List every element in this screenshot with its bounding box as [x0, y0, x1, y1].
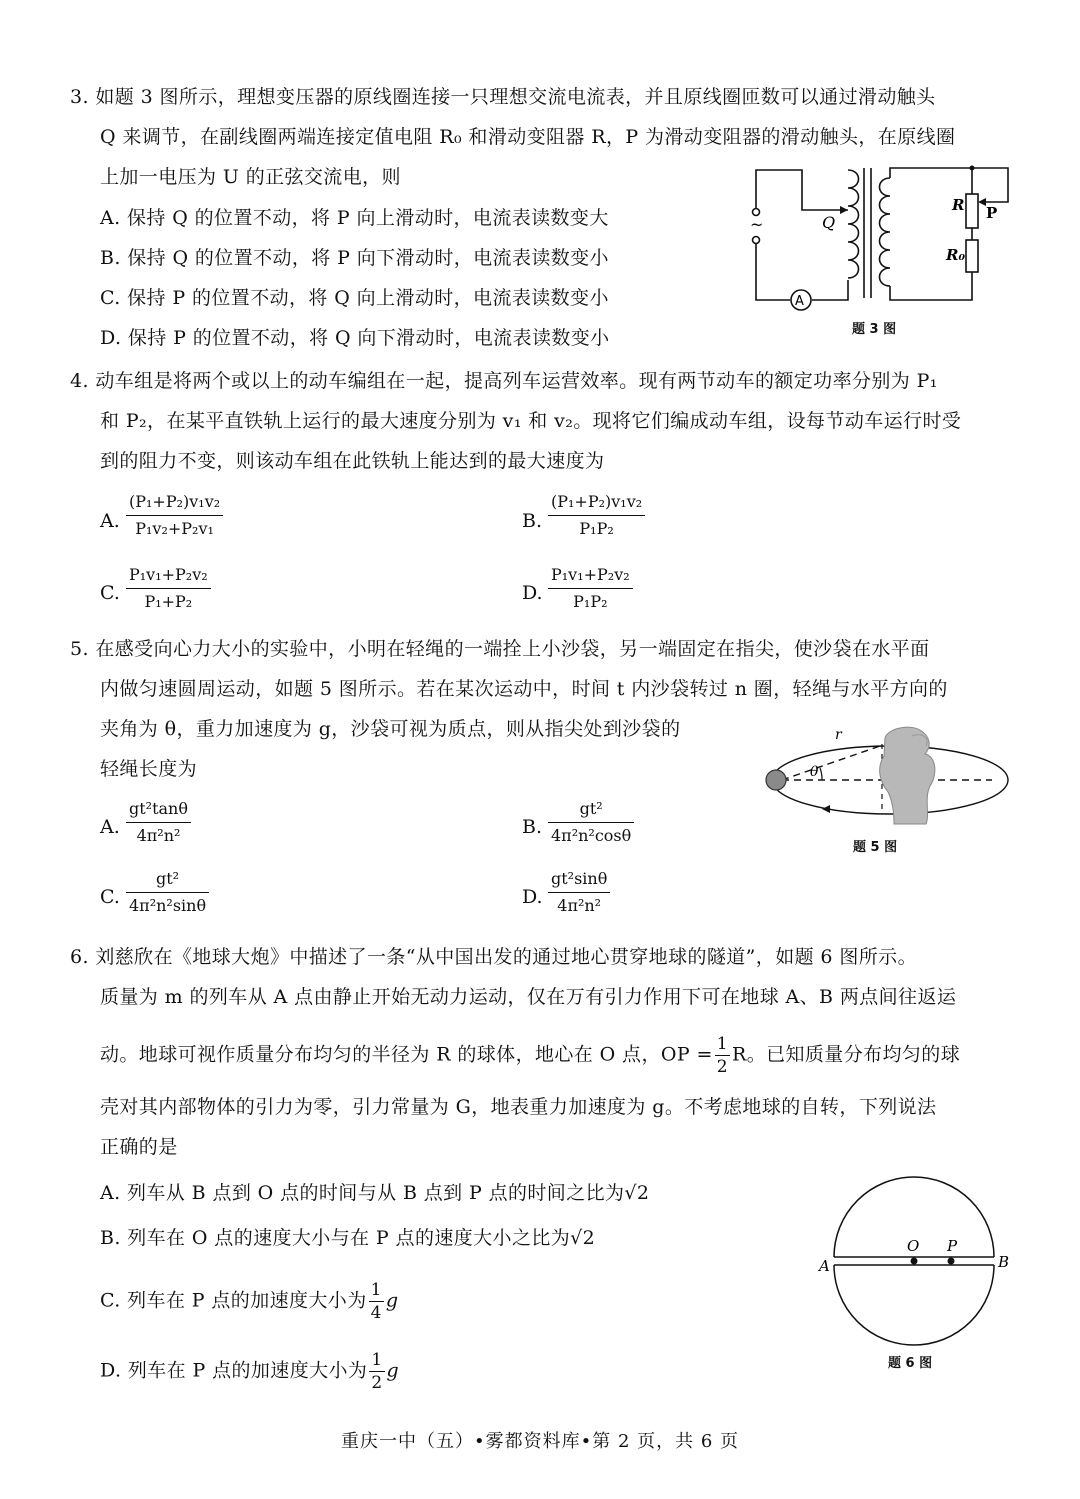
q4-option-a-numerator: (P₁+P₂)v₁v₂: [129, 492, 221, 511]
q5-option-a-numerator: gt²tanθ: [129, 799, 188, 818]
q6-line3: [100, 1034, 960, 1077]
q3-option-c: C. 保持 P 的位置不动，将 Q 向上滑动时，电流表读数变小: [100, 287, 609, 309]
label-q: Q: [822, 213, 836, 232]
q5-option-b-label: B.: [522, 816, 543, 838]
label-o: O: [907, 1237, 920, 1255]
q4-option-d-denominator: P₁P₂: [548, 588, 633, 612]
figure-5-caption: 题 5 图: [853, 840, 898, 855]
q4-option-d-fraction: [548, 565, 633, 612]
q5-line2: 内做匀速圆周运动，如题 5 图所示。若在某次运动中，时间 t 内沙袋转过 n 圈，轻绳与水平方向的: [100, 678, 948, 700]
q5-line3: 夹角为 θ，重力加速度为 g，沙袋可视为质点，则从指尖处到沙袋的: [100, 718, 681, 740]
label-r0: R₀: [946, 246, 966, 264]
q5-option-a-fraction: [126, 799, 191, 846]
q6-line3-text-before: 动。地球可视作质量分布均匀的半径为 R 的球体，地心在 O 点，OP =: [100, 1043, 713, 1066]
q4-option-d-numerator: P₁v₁+P₂v₂: [551, 565, 630, 584]
q4-option-b-denominator: P₁P₂: [548, 515, 645, 539]
q3-option-d: D. 保持 P 的位置不动，将 Q 向下滑动时，电流表读数变小: [100, 327, 610, 349]
q4-option-a-fraction: [126, 492, 223, 539]
label-a: A: [819, 1257, 830, 1275]
figure-6-caption: 题 6 图: [888, 1356, 933, 1371]
q5-option-b-denominator: 4π²n²cosθ: [548, 822, 634, 846]
q6-line5: 正确的是: [100, 1136, 178, 1158]
q5-option-d-fraction: [548, 869, 610, 916]
q3-option-a: A. 保持 Q 的位置不动，将 P 向上滑动时，电流表读数变大: [100, 207, 609, 229]
q4-option-b-label: B.: [522, 510, 543, 532]
q4-line1: 4. 动车组是将两个或以上的动车编组在一起，提高列车运营效率。现有两节动车的额定功率分别为 P₁: [70, 370, 938, 392]
q5-option-d-label: D.: [522, 886, 543, 908]
q6-option-c-denominator: 4: [370, 1303, 382, 1323]
q4-option-b-numerator: (P₁+P₂)v₁v₂: [551, 492, 643, 511]
q4-option-b-fraction: [548, 492, 645, 539]
q6-line4: 壳对其内部物体的引力为零，引力常量为 G，地表重力加速度为 g。不考虑地球的自转，下列说法: [100, 1096, 937, 1118]
q6-option-c: [100, 1280, 398, 1323]
q6-option-a: A. 列车从 B 点到 O 点的时间与从 B 点到 P 点的时间之比为√2: [100, 1182, 650, 1204]
q4-line3: 到的阻力不变，则该动车组在此铁轨上能达到的最大速度为: [100, 450, 605, 472]
q4-option-c-label: C.: [100, 582, 120, 604]
q6-op-fraction: [715, 1034, 730, 1077]
page-footer: 重庆一中（五）•雾都资料库•第 2 页，共 6 页: [340, 1431, 740, 1452]
figure-5-circular-motion: [760, 716, 1020, 836]
q6-op-fraction-denominator: 2: [716, 1057, 728, 1077]
q5-option-c-numerator: gt²: [156, 869, 180, 888]
q5-option-d-denominator: 4π²n²: [548, 892, 610, 916]
q5-line1: 5. 在感受向心力大小的实验中，小明在轻绳的一端拴上小沙袋，另一端固定在指尖，使沙袋在水平面: [70, 638, 930, 660]
q6-option-d-unit: g: [386, 1359, 400, 1382]
q6-option-d: [100, 1350, 399, 1393]
q4-option-c-fraction: [126, 565, 211, 612]
q6-option-d-numerator: 1: [371, 1350, 383, 1370]
q5-option-a-label: A.: [100, 816, 120, 838]
q4-line2: 和 P₂，在某平直铁轨上运行的最大速度分别为 v₁ 和 v₂。现将它们编成动车组，设每节动车运行时受: [100, 410, 962, 432]
q6-option-c-fraction: [369, 1280, 384, 1323]
q6-line1: 6. 刘慈欣在《地球大炮》中描述了一条“从中国出发的通过地心贯穿地球的隧道”，如题 6 图所示。: [70, 946, 917, 968]
q4-option-a-label: A.: [100, 510, 120, 532]
ammeter-label: A: [795, 294, 804, 309]
q5-line4: 轻绳长度为: [100, 758, 198, 780]
q6-op-fraction-numerator: 1: [716, 1034, 728, 1054]
q6-option-b: B. 列车在 O 点的速度大小与在 P 点的速度大小之比为√2: [100, 1227, 596, 1249]
q6-option-d-denominator: 2: [371, 1373, 383, 1393]
q5-option-c-denominator: 4π²n²sinθ: [126, 892, 209, 916]
q6-option-c-unit: g: [385, 1289, 399, 1312]
q4-option-a-denominator: P₁v₂+P₂v₁: [126, 515, 223, 539]
label-b: B: [998, 1253, 1010, 1271]
q6-option-d-text: D. 列车在 P 点的加速度大小为: [100, 1359, 368, 1382]
figure-3-transformer-circuit: [740, 160, 1030, 340]
q5-option-d-numerator: gt²sinθ: [551, 869, 608, 888]
figure-3-caption: 题 3 图: [852, 322, 897, 337]
q5-option-c-fraction: [126, 869, 209, 916]
q6-option-c-text: C. 列车在 P 点的加速度大小为: [100, 1289, 367, 1312]
q5-option-a-denominator: 4π²n²: [126, 822, 191, 846]
label-r: R: [952, 196, 965, 214]
q6-option-d-fraction: [369, 1350, 384, 1393]
q3-option-b: B. 保持 Q 的位置不动，将 P 向下滑动时，电流表读数变小: [100, 247, 609, 269]
ac-source-label: ~: [750, 215, 764, 234]
q6-line3-text-after: R。已知质量分布均匀的球: [731, 1043, 961, 1066]
label-r: r: [835, 727, 842, 743]
figure-6-earth-tunnel: [815, 1175, 1015, 1355]
q5-option-b-numerator: gt²: [579, 799, 603, 818]
q5-option-b-fraction: [548, 799, 634, 846]
q4-option-d-label: D.: [522, 582, 543, 604]
q6-line2: 质量为 m 的列车从 A 点由静止开始无动力运动，仅在万有引力作用下可在地球 A、B 两点间往返运: [100, 986, 957, 1008]
label-p: P: [986, 204, 998, 222]
label-p: P: [947, 1237, 958, 1255]
q5-option-c-label: C.: [100, 886, 120, 908]
q3-line3: 上加一电压为 U 的正弦交流电，则: [100, 166, 401, 188]
q3-line2: Q 来调节，在副线圈两端连接定值电阻 R₀ 和滑动变阻器 R，P 为滑动变阻器的滑动触头，在原线圈: [100, 126, 956, 148]
q3-line1: 3. 如题 3 图所示，理想变压器的原线圈连接一只理想交流电流表，并且原线圈匝数可以通过滑动触头: [70, 86, 936, 108]
label-theta: θ: [810, 764, 819, 780]
q6-option-c-numerator: 1: [370, 1280, 382, 1300]
q4-option-c-denominator: P₁+P₂: [126, 588, 211, 612]
q4-option-c-numerator: P₁v₁+P₂v₂: [129, 565, 208, 584]
